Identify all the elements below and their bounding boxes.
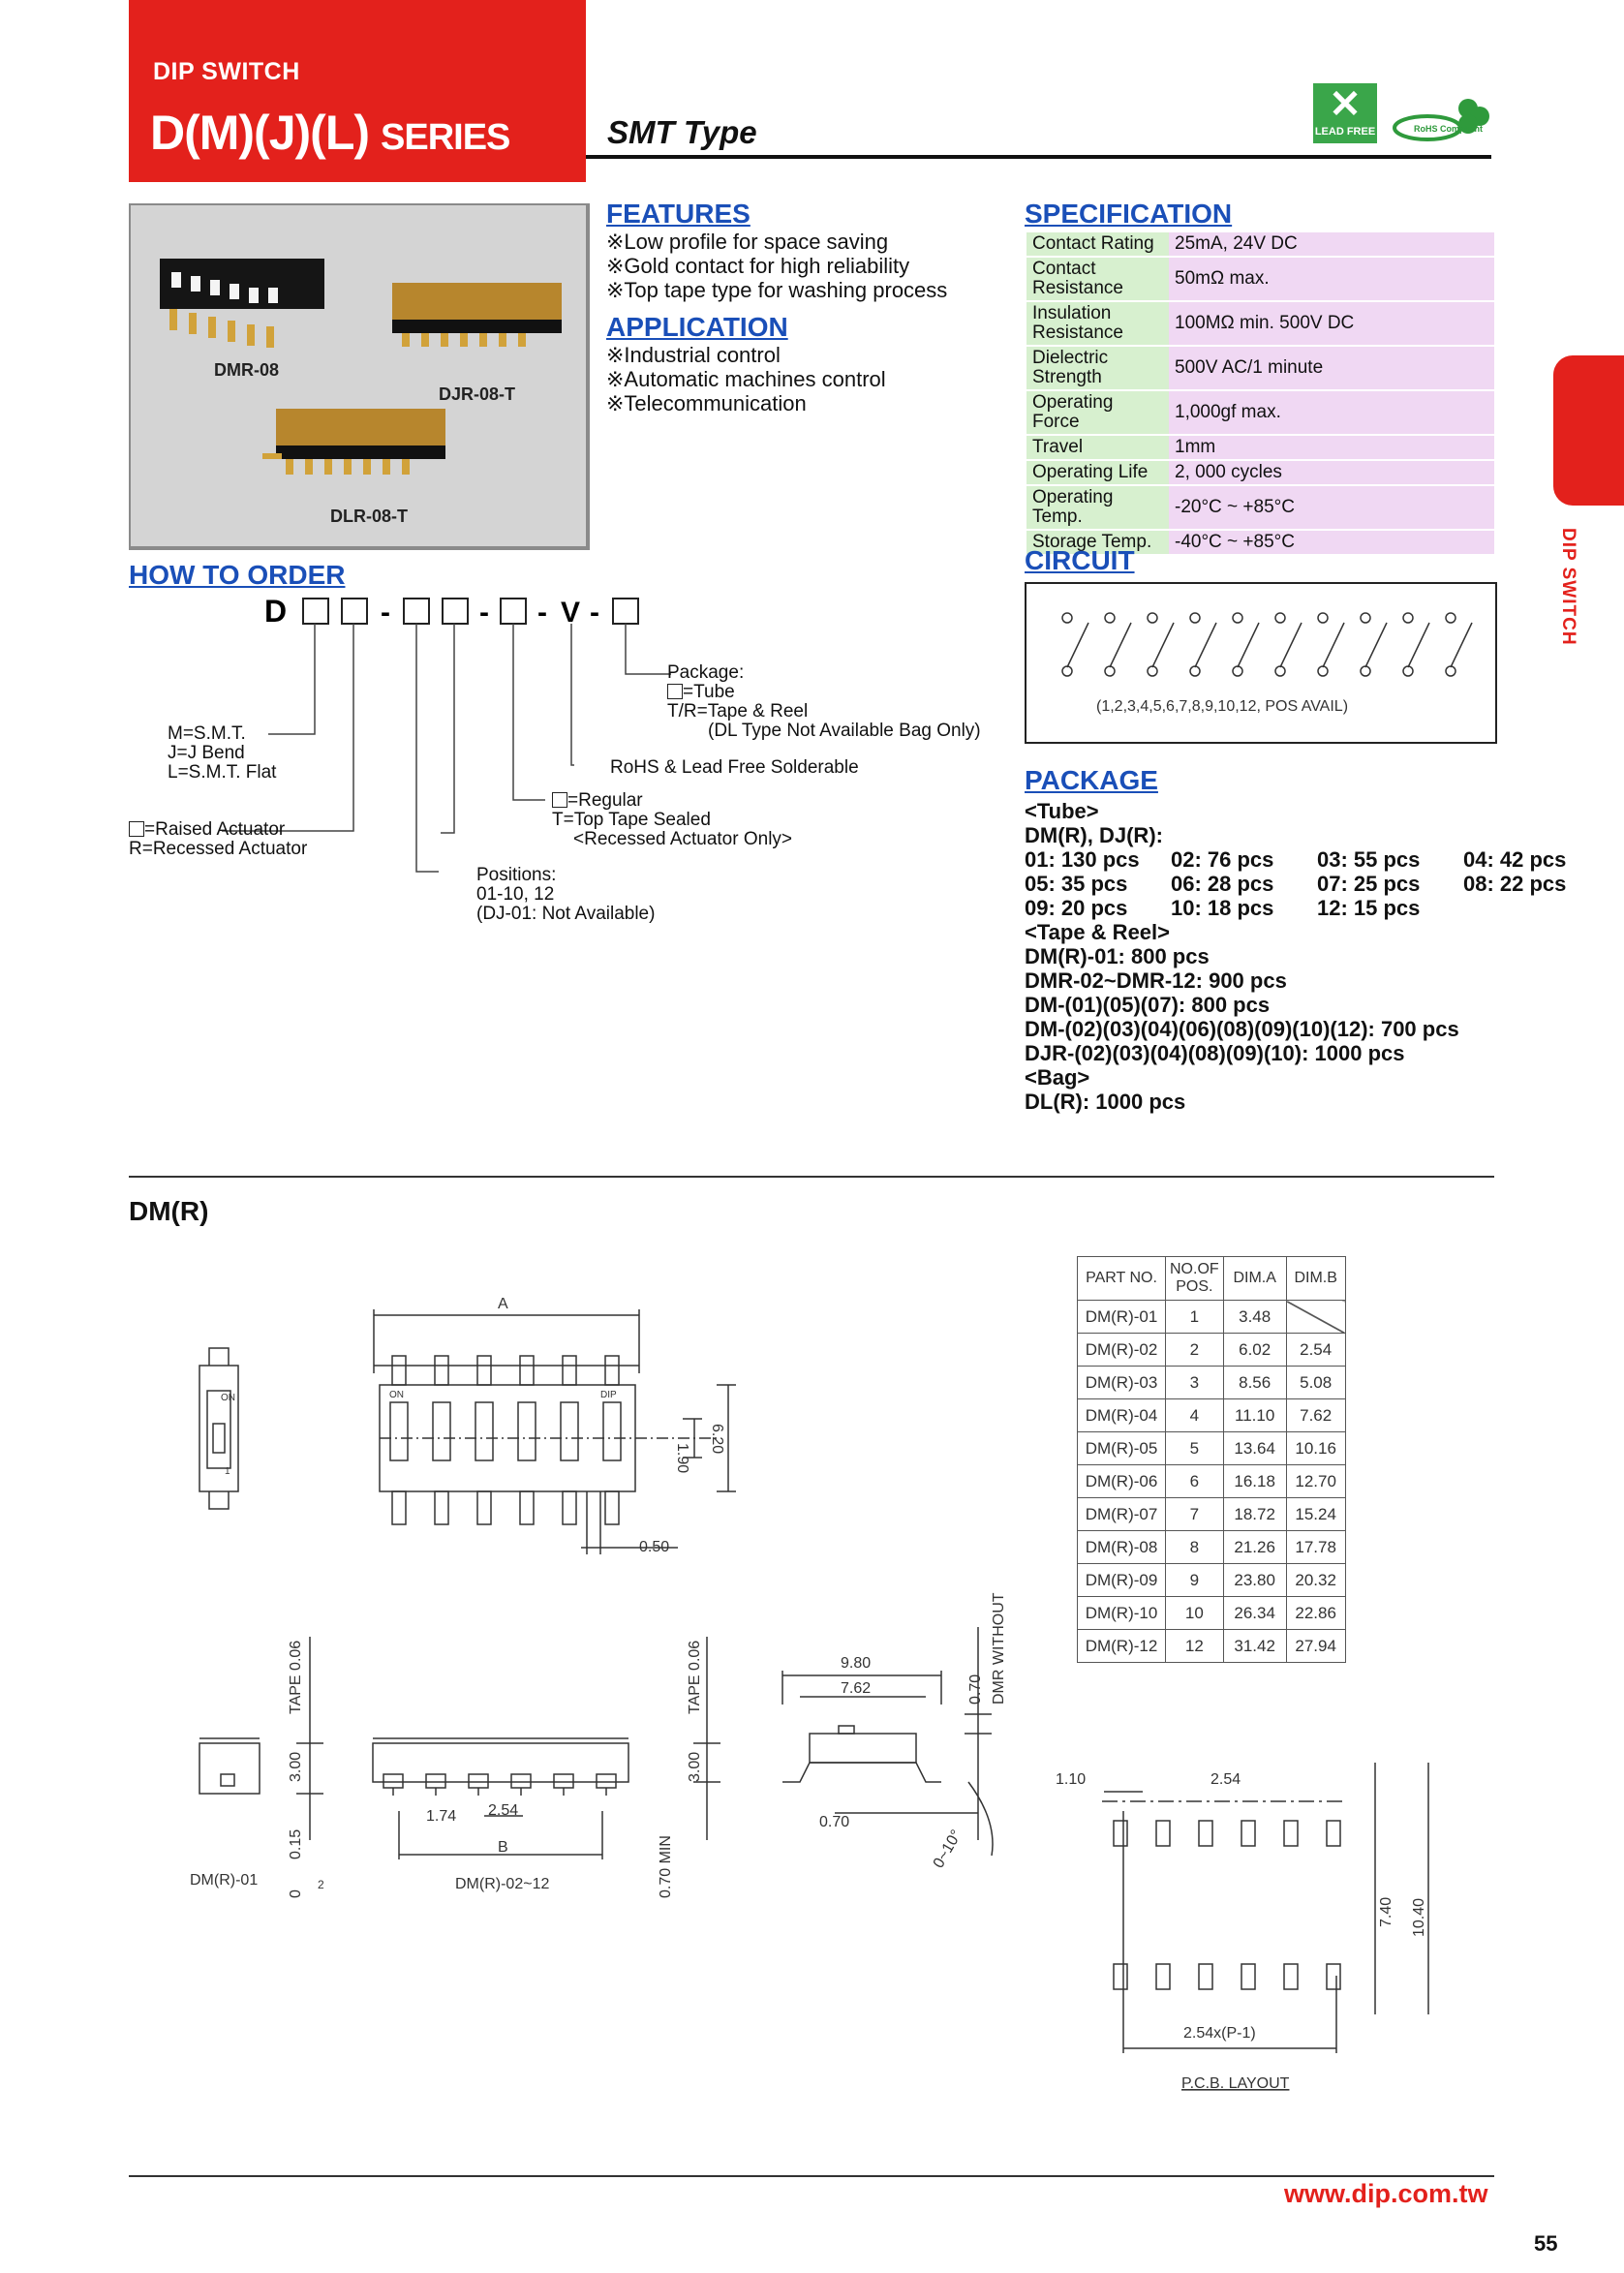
- tape-top-sealed: T=Top Tape Sealed: [552, 810, 711, 830]
- circuit-terminal: [1233, 613, 1242, 623]
- table-cell: 31.42: [1223, 1630, 1286, 1663]
- pcb-dim-110: 1.10: [1056, 1771, 1087, 1788]
- table-cell: 23.80: [1223, 1564, 1286, 1597]
- dim-2: 2: [318, 1878, 324, 1891]
- top-pin: [477, 1491, 491, 1524]
- djr-08-t-illustration: [392, 283, 562, 347]
- table-cell: 5.08: [1286, 1367, 1345, 1399]
- actuator-slot: [433, 1402, 450, 1460]
- spec-key: Contact Rating: [1026, 232, 1169, 257]
- tube-qty: 12: 15 pcs: [1317, 896, 1421, 920]
- circuit-caption: (1,2,3,4,5,6,7,8,9,10,12, POS AVAIL): [1096, 698, 1349, 715]
- tape-regular: [552, 791, 792, 811]
- switch-illustrations: [131, 205, 586, 546]
- table-cell: 20.32: [1286, 1564, 1345, 1597]
- spec-value: 25mA, 24V DC: [1169, 232, 1494, 257]
- top-pin: [392, 1356, 406, 1385]
- dim-174: 1.74: [426, 1808, 457, 1825]
- circuit-contact: [1152, 623, 1174, 667]
- table-header: DIM.B: [1286, 1257, 1345, 1301]
- table-cell: 1: [1166, 1301, 1224, 1334]
- pcb-pad: [1156, 1964, 1170, 1989]
- package-details: [1025, 799, 1609, 1114]
- dim-on-single: ON: [221, 1393, 235, 1403]
- spec-key: Contact Resistance: [1026, 257, 1169, 301]
- spec-value: 50mΩ max.: [1169, 257, 1494, 301]
- top-pin: [563, 1491, 576, 1524]
- table-cell: 10.16: [1286, 1432, 1345, 1465]
- pcb-pads: [1114, 1821, 1340, 1989]
- tube-row: [1025, 872, 1609, 896]
- spec-row: [1026, 485, 1494, 530]
- circuit-contact: [1365, 623, 1387, 667]
- dim-b: B: [498, 1839, 508, 1856]
- feature-item: ※Low profile for space saving: [606, 230, 889, 254]
- dim-on: ON: [389, 1390, 404, 1400]
- reel-line: DM-(02)(03)(04)(06)(08)(09)(10)(12): 700 pcs: [1025, 1017, 1459, 1041]
- spec-value: 100MΩ min. 500V DC: [1169, 301, 1494, 346]
- circuit-terminal: [1105, 666, 1115, 676]
- circuit-terminal: [1190, 613, 1200, 623]
- table-cell: 18.72: [1223, 1498, 1286, 1531]
- dim-dip: DIP: [600, 1390, 617, 1400]
- tube-subheading: DM(R), DJ(R):: [1025, 823, 1163, 847]
- tube-qty: 09: 20 pcs: [1025, 896, 1128, 920]
- side-pin: [597, 1774, 616, 1788]
- spec-value: 1mm: [1169, 435, 1494, 460]
- table-cell: 2: [1166, 1334, 1224, 1367]
- label-dmr-02-12: DM(R)-02~12: [455, 1876, 550, 1892]
- rohs-label: RoHS Compliant: [1414, 124, 1483, 134]
- table-cell: 16.18: [1223, 1465, 1286, 1498]
- dash: -: [590, 597, 599, 629]
- circuit-terminal: [1446, 666, 1455, 676]
- tube-row: [1025, 847, 1609, 872]
- reel-line: DMR-02~DMR-12: 900 pcs: [1025, 968, 1287, 993]
- v-letter: V: [561, 597, 581, 629]
- package-tube-text: =Tube: [683, 682, 735, 702]
- table-cell: DM(R)-01: [1078, 1301, 1166, 1334]
- circuit-terminal: [1361, 613, 1370, 623]
- table-cell: 5: [1166, 1432, 1224, 1465]
- pcb-pad: [1156, 1821, 1170, 1846]
- section-divider: [129, 1176, 1494, 1178]
- dim-070-min: 0.70 MIN: [658, 1835, 674, 1898]
- spec-value: 1,000gf max.: [1169, 390, 1494, 435]
- reel-line: DM-(01)(05)(07): 800 pcs: [1025, 993, 1271, 1017]
- table-cell: 9: [1166, 1564, 1224, 1597]
- pcb-pad: [1199, 1964, 1212, 1989]
- table-cell: 10: [1166, 1597, 1224, 1630]
- spec-key: Operating Life: [1026, 460, 1169, 485]
- reel-heading: <Tape & Reel>: [1025, 920, 1170, 944]
- circuit-terminal: [1062, 666, 1072, 676]
- code-box-tape: [501, 599, 526, 624]
- circuit-switches: [1026, 584, 1495, 742]
- circuit-terminal: [1318, 666, 1328, 676]
- pcb-pad: [1284, 1821, 1298, 1846]
- top-pin: [605, 1356, 619, 1385]
- table-cell: 27.94: [1286, 1630, 1345, 1663]
- circuit-contact: [1451, 623, 1472, 667]
- dim-070-lead: 0.70: [819, 1814, 850, 1830]
- code-box-actuator: [342, 599, 367, 624]
- tube-quantities: [1025, 847, 1609, 920]
- spec-key: Travel: [1026, 435, 1169, 460]
- reel-line: DJR-(02)(03)(04)(08)(09)(10): 1000 pcs: [1025, 1041, 1405, 1065]
- product-type: SMT Type: [607, 114, 757, 150]
- tube-qty: 05: 35 pcs: [1025, 872, 1128, 896]
- top-pin: [477, 1356, 491, 1385]
- package-tape-reel: T/R=Tape & Reel: [667, 701, 809, 722]
- spec-key: Operating Temp.: [1026, 485, 1169, 530]
- table-cell: 4: [1166, 1399, 1224, 1432]
- dim-070: 0.70: [967, 1674, 984, 1705]
- dmr-01-top-view: [199, 1348, 238, 1509]
- circuit-terminal: [1105, 613, 1115, 623]
- tube-qty: 04: 42 pcs: [1463, 847, 1567, 872]
- circuit-contact: [1110, 623, 1131, 667]
- circuit-contact: [1238, 623, 1259, 667]
- category-label: DIP SWITCH: [153, 58, 300, 85]
- top-pin: [605, 1491, 619, 1524]
- lead-free-icon: ✕: [1329, 83, 1362, 126]
- side-pin: [469, 1774, 488, 1788]
- series-code: D(M)(J)(L): [150, 106, 370, 160]
- top-pin: [435, 1491, 448, 1524]
- dim-0: 0: [288, 1889, 304, 1898]
- spec-value: -40°C ~ +85°C: [1169, 530, 1494, 555]
- bag-quantity: DL(R): 1000 pcs: [1025, 1090, 1186, 1114]
- actuator-slot: [390, 1402, 408, 1460]
- table-cell: DM(R)-12: [1078, 1630, 1166, 1663]
- code-box-type: [303, 599, 328, 624]
- side-view-pins: [383, 1774, 616, 1796]
- dim-n1: 1: [225, 1466, 230, 1477]
- dim-tape-single: TAPE 0.06: [288, 1640, 304, 1714]
- pcb-pad: [1199, 1821, 1212, 1846]
- pcb-pad: [1241, 1964, 1255, 1989]
- features-title: FEATURES: [606, 199, 751, 229]
- table-cell: 3.48: [1223, 1301, 1286, 1334]
- circuit-contact: [1280, 623, 1302, 667]
- spec-value: -20°C ~ +85°C: [1169, 485, 1494, 530]
- header-rule: [586, 155, 1491, 159]
- page-number: 55: [1534, 2231, 1558, 2256]
- lead-free-badge: [1313, 83, 1377, 143]
- package-heading: Package:: [667, 662, 745, 683]
- spec-key: Operating Force: [1026, 390, 1169, 435]
- table-cell: 7: [1166, 1498, 1224, 1531]
- table-header: PART NO.: [1078, 1257, 1166, 1301]
- table-cell: 12: [1166, 1630, 1224, 1663]
- table-cell: 3: [1166, 1367, 1224, 1399]
- circuit-contact: [1323, 623, 1344, 667]
- dim-980: 9.80: [841, 1655, 872, 1672]
- circuit-terminal: [1062, 613, 1072, 623]
- pcb-dim-1040: 10.40: [1411, 1897, 1427, 1937]
- circuit-terminal: [1318, 613, 1328, 623]
- type-l: L=S.M.T. Flat: [168, 762, 277, 783]
- order-rohs-label: RoHS & Lead Free Solderable: [610, 757, 859, 778]
- code-box-pos1: [404, 599, 429, 624]
- pcb-pad: [1327, 1821, 1340, 1846]
- application-title: APPLICATION: [606, 312, 788, 342]
- photo-label-dlr: DLR-08-T: [330, 507, 408, 526]
- order-package-label: [667, 663, 981, 741]
- dim-angle: 0~10°: [930, 1827, 965, 1871]
- order-positions-label: [476, 866, 655, 924]
- top-pin: [520, 1356, 534, 1385]
- features-list: [606, 230, 947, 302]
- application-item: ※Automatic machines control: [606, 367, 886, 391]
- drawing-section-title: DM(R): [129, 1196, 209, 1226]
- table-cell: 22.86: [1286, 1597, 1345, 1630]
- tape-regular-text: =Regular: [567, 790, 643, 811]
- spec-row: [1026, 435, 1494, 460]
- circuit-title: CIRCUIT: [1025, 545, 1135, 575]
- circuit-terminal: [1148, 666, 1157, 676]
- pcb-layout-label: P.C.B. LAYOUT: [1181, 2075, 1290, 2092]
- spec-row: [1026, 460, 1494, 485]
- table-cell: 6.02: [1223, 1334, 1286, 1367]
- dlr-08-t-illustration: [262, 409, 445, 475]
- dim-762: 7.62: [841, 1680, 872, 1697]
- top-pin: [392, 1491, 406, 1524]
- table-header: DIM.A: [1223, 1257, 1286, 1301]
- dash: -: [537, 597, 547, 629]
- side-pin: [554, 1774, 573, 1788]
- side-pin: [426, 1774, 445, 1788]
- circuit-terminal: [1275, 613, 1285, 623]
- actuator-raised-text: =Raised Actuator: [144, 819, 286, 840]
- tube-qty: 01: 130 pcs: [1025, 847, 1140, 872]
- top-pin: [520, 1491, 534, 1524]
- pcb-pad: [1114, 1964, 1127, 1989]
- dim-dmr-without: DMR WITHOUT: [991, 1592, 1007, 1705]
- table-cell: 2.54: [1286, 1334, 1345, 1367]
- table-cell: 12.70: [1286, 1465, 1345, 1498]
- package-note: (DL Type Not Available Bag Only): [708, 721, 981, 741]
- actuator-raised: [129, 820, 307, 840]
- table-cell: 15.24: [1286, 1498, 1345, 1531]
- tube-qty: [1463, 896, 1609, 920]
- table-cell: 17.78: [1286, 1531, 1345, 1564]
- spec-key: Storage Temp.: [1026, 530, 1169, 555]
- circuit-terminal: [1148, 613, 1157, 623]
- pcb-pitch: 2.54x(P-1): [1183, 2025, 1256, 2042]
- order-type-label: [168, 724, 276, 783]
- table-cell: 6: [1166, 1465, 1224, 1498]
- feature-item: ※Top tape type for washing process: [606, 278, 948, 302]
- pcb-pad: [1284, 1964, 1298, 1989]
- order-tape-label: [552, 791, 792, 849]
- tube-qty: 10: 18 pcs: [1171, 896, 1274, 920]
- dim-300-single: 3.00: [288, 1751, 304, 1782]
- tube-qty: 07: 25 pcs: [1317, 872, 1421, 896]
- tube-qty: 06: 28 pcs: [1171, 872, 1274, 896]
- dim-300: 3.00: [687, 1751, 703, 1782]
- code-box-package: [613, 599, 638, 624]
- positions-note: (DJ-01: Not Available): [476, 904, 656, 924]
- table-cell: 21.26: [1223, 1531, 1286, 1564]
- pcb-pad: [1327, 1964, 1340, 1989]
- dash: -: [381, 597, 390, 629]
- how-to-order-title: HOW TO ORDER: [129, 560, 346, 590]
- reel-quantities: [1025, 944, 1609, 1065]
- side-pin: [383, 1774, 403, 1788]
- spec-value: 500V AC/1 minute: [1169, 346, 1494, 390]
- table-cell: DM(R)-10: [1078, 1597, 1166, 1630]
- spec-key: Insulation Resistance: [1026, 301, 1169, 346]
- series-title: [150, 105, 509, 161]
- table-cell: DM(R)-04: [1078, 1399, 1166, 1432]
- positions-heading: Positions:: [476, 865, 557, 885]
- spec-row: [1026, 257, 1494, 301]
- dim-620: 6.20: [709, 1424, 725, 1455]
- pcb-pad: [1114, 1821, 1127, 1846]
- dmr-01-side-view: [199, 1637, 323, 1840]
- actuator-slot: [603, 1402, 621, 1460]
- dmr-side-view: [373, 1637, 720, 1859]
- type-j: J=J Bend: [168, 743, 245, 763]
- side-tab: [1553, 355, 1624, 506]
- side-pin: [511, 1774, 531, 1788]
- label-dmr-01: DM(R)-01: [190, 1872, 259, 1889]
- specification-title: SPECIFICATION: [1025, 199, 1233, 229]
- table-cell: DM(R)-02: [1078, 1334, 1166, 1367]
- order-code-prefix: D: [264, 594, 288, 629]
- table-cell: 8: [1166, 1531, 1224, 1564]
- specification-table: [1026, 232, 1494, 556]
- positions-values: 01-10, 12: [476, 884, 555, 905]
- actuator-recessed: R=Recessed Actuator: [129, 839, 308, 859]
- table-cell: DM(R)-06: [1078, 1465, 1166, 1498]
- footer-rule: [129, 2175, 1494, 2177]
- tube-qty: 03: 55 pcs: [1317, 847, 1421, 872]
- circuit-terminal: [1361, 666, 1370, 676]
- code-box-pos2: [443, 599, 468, 624]
- table-cell: DM(R)-03: [1078, 1367, 1166, 1399]
- photo-label-djr: DJR-08-T: [439, 384, 516, 404]
- tube-row: [1025, 896, 1609, 920]
- product-photo: [129, 203, 590, 550]
- spec-row: [1026, 390, 1494, 435]
- table-header: NO.OF POS.: [1166, 1257, 1224, 1301]
- dim-015: 0.15: [288, 1828, 304, 1859]
- technical-drawing: [0, 1220, 1624, 2092]
- spec-row: [1026, 301, 1494, 346]
- dim-190: 1.90: [674, 1443, 690, 1474]
- feature-item: ※Gold contact for high reliability: [606, 254, 910, 278]
- circuit-terminal: [1190, 666, 1200, 676]
- actuator-slot: [518, 1402, 536, 1460]
- table-cell: 7.62: [1286, 1399, 1345, 1432]
- application-item: ※Telecommunication: [606, 391, 807, 415]
- footer-url[interactable]: www.dip.com.tw: [1284, 2179, 1488, 2208]
- pcb-dim-254: 2.54: [1210, 1771, 1241, 1788]
- tape-note: <Recessed Actuator Only>: [573, 829, 793, 849]
- table-cell: 26.34: [1223, 1597, 1286, 1630]
- lead-free-label: LEAD FREE: [1314, 126, 1376, 138]
- reel-line: DM(R)-01: 800 pcs: [1025, 944, 1210, 968]
- circuit-diagram: [1025, 582, 1497, 744]
- dim-tape: TAPE 0.06: [687, 1640, 703, 1714]
- table-cell: DM(R)-05: [1078, 1432, 1166, 1465]
- tube-qty: 08: 22 pcs: [1463, 872, 1567, 896]
- pcb-pad: [1241, 1821, 1255, 1846]
- actuator-slot: [561, 1402, 578, 1460]
- circuit-terminal: [1446, 613, 1455, 623]
- application-list: [606, 343, 886, 415]
- table-cell: 11.10: [1223, 1399, 1286, 1432]
- table-cell: DM(R)-07: [1078, 1498, 1166, 1531]
- table-cell: 13.64: [1223, 1432, 1286, 1465]
- rohs-compliant-icon: [1391, 93, 1491, 143]
- dim-a: A: [498, 1296, 508, 1312]
- spec-row: [1026, 346, 1494, 390]
- circuit-contact: [1408, 623, 1429, 667]
- spec-row: [1026, 232, 1494, 257]
- spec-value: 2, 000 cycles: [1169, 460, 1494, 485]
- spec-key: Dielectric Strength: [1026, 346, 1169, 390]
- side-tab-label: DIP SWITCH: [1558, 528, 1578, 646]
- circuit-contact: [1195, 623, 1216, 667]
- tube-qty: 02: 76 pcs: [1171, 847, 1274, 872]
- top-pin: [435, 1356, 448, 1385]
- application-item: ※Industrial control: [606, 343, 781, 367]
- dim-050: 0.50: [639, 1539, 670, 1555]
- package-title: PACKAGE: [1025, 765, 1158, 795]
- bag-heading: <Bag>: [1025, 1065, 1090, 1090]
- circuit-terminal: [1233, 666, 1242, 676]
- pcb-dim-740: 7.40: [1378, 1896, 1394, 1927]
- dmr-08-illustration: [160, 259, 324, 348]
- table-cell: DM(R)-09: [1078, 1564, 1166, 1597]
- dmr-top-view: [374, 1309, 736, 1554]
- table-cell: 8.56: [1223, 1367, 1286, 1399]
- actuator-slot: [475, 1402, 493, 1460]
- circuit-contact: [1067, 623, 1088, 667]
- order-actuator-label: [129, 820, 307, 859]
- dash: -: [479, 597, 489, 629]
- circuit-terminal: [1403, 666, 1413, 676]
- photo-label-dmr: DMR-08: [214, 360, 280, 380]
- table-cell: DM(R)-08: [1078, 1531, 1166, 1564]
- circuit-terminal: [1275, 666, 1285, 676]
- circuit-terminal: [1403, 613, 1413, 623]
- dmr-profile-view: [782, 1627, 993, 1856]
- dim-254: 2.54: [488, 1802, 519, 1819]
- top-pin: [563, 1356, 576, 1385]
- package-tube: [667, 683, 981, 702]
- type-m: M=S.M.T.: [168, 723, 246, 744]
- tube-heading: <Tube>: [1025, 799, 1099, 823]
- series-word: SERIES: [381, 117, 510, 158]
